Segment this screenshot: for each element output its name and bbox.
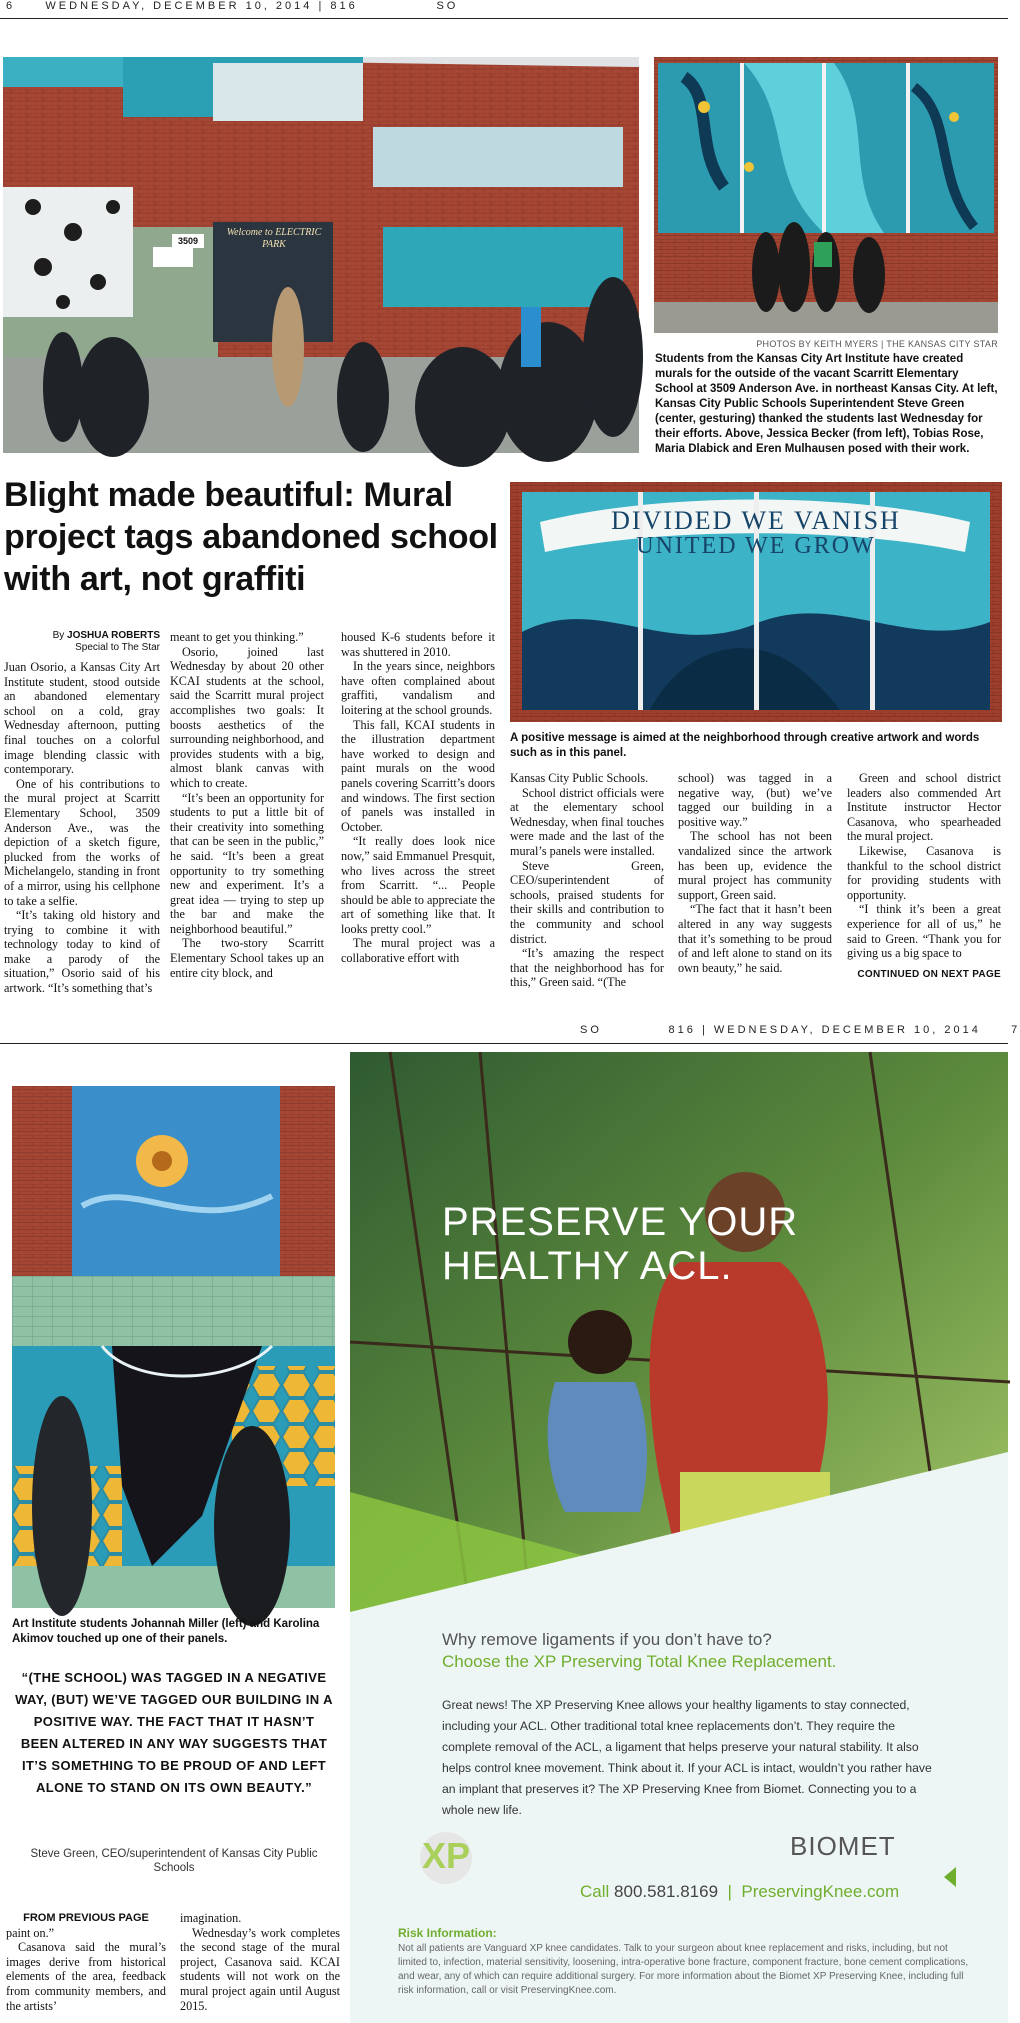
call-label: Call	[580, 1882, 610, 1901]
paragraph: housed K-6 students before it was shuttered in 2010.	[341, 630, 495, 659]
article-column-5	[678, 771, 832, 975]
paragraph: This fall, KCAI students in the illustration department have worked to design and paint murals on the wood panels covering Scarritt’s doors and windows. The first section of panels was installed in October.	[341, 717, 495, 834]
paragraph: Steve Green, CEO/superintendent of schools, praised students for their skills and contribution to the community and school district.	[510, 858, 664, 946]
page-folio-top	[6, 0, 458, 12]
from-previous-page-label: FROM PREVIOUS PAGE	[23, 1912, 149, 1924]
photo-school-building	[3, 57, 639, 453]
ad-headline-line2: HEALTHY ACL.	[442, 1244, 733, 1288]
separator: |	[727, 1882, 732, 1901]
article-column-4	[510, 771, 664, 990]
left-photo-caption: Art Institute students Johannah Miller (left) and Karolina Akimov touched up one of their panels.	[12, 1618, 320, 1645]
mural-text-line2: UNITED WE GROW	[636, 533, 876, 559]
article-column-2	[170, 630, 324, 980]
ad-body: Great news! The XP Preserving Knee allows your healthy ligaments to stay connected, including your ACL. Other traditional total knee replacements don’t. They require the complete removal of the ACL, a ligament that helps preserve your natural stability. It also helps control knee movement. Think about it. If your ACL is intact, wouldn’t you rather have an implant that preserves it? The XP Preserving Knee from Biomet. Connecting you to a whole new life.	[442, 1698, 932, 1817]
mural-caption: A positive message is aimed at the neighborhood through creative artwork and words such as in this panel.	[510, 732, 980, 759]
pull-quote-attribution: Steve Green, CEO/superintendent of Kansas City Public Schools	[30, 1848, 318, 1874]
paragraph: “It really does look nice now,” said Emmanuel Presquit, who lives across the street from Scarritt. “... People should be able to appreciate the art of something like that. It looks pretty cool.”	[341, 834, 495, 936]
photo-students-mural	[654, 57, 998, 333]
page-folio-bottom	[580, 1024, 1020, 1036]
paragraph: Green and school district leaders also commended Art Institute instructor Hector Casanova, who spearheaded the mural project.	[847, 771, 1001, 844]
website-link[interactable]: PreservingKnee.com	[741, 1882, 900, 1901]
header-rule	[0, 18, 1008, 19]
ad-headline-line1: PRESERVE YOUR	[442, 1200, 799, 1244]
paragraph: “It’s amazing the respect that the neighborhood has for this,” Green said. “(The	[510, 946, 664, 990]
paragraph: “The fact that it hasn’t been altered in any way suggests that it’s something to be proud of and left alone to stand on its own beauty,” he said.	[678, 902, 832, 975]
paragraph: Juan Osorio, a Kansas City Art Institute student, stood outside an abandoned elementary school on a cold, gray Wednesday afternoon, putting final touches on a colorful image blending classic with contemporary.	[4, 660, 160, 777]
article-column-6	[847, 771, 1001, 961]
headline: Blight made beautiful: Mural project tags abandoned school with art, not graffiti	[4, 476, 498, 598]
section-label: SO	[580, 1024, 602, 1036]
main-caption: Students from the Kansas City Art Institute have created murals for the outside of the vacant Scarritt Elementary School at 3509 Anderson Ave. in northeast Kansas City. At left, Kansas City Public Schools Superintendent Steve Green (center, gesturing) thanked the students last Wednesday for their efforts. Above, Jessica Becker (from left), Tobias Rose, Maria Dlabick and Eren Mulhausen posed with their work.	[655, 353, 998, 455]
paragraph: meant to get you thinking.”	[170, 630, 304, 644]
byline-prefix: By	[52, 630, 65, 641]
continuation-column-1	[6, 1911, 166, 2013]
paragraph: School district officials were at the elementary school Wednesday, when final touches were made and the last of the mural’s panels were installed.	[510, 785, 664, 858]
paragraph: The mural project was a collaborative effort with	[341, 936, 495, 966]
page-number: 7	[1011, 1024, 1020, 1036]
ad-headline	[442, 1200, 798, 1288]
paragraph: Wednesday’s work completes the second stage of the mural project, Casanova said. KCAI students will not work on the mural project again until August 2015.	[180, 1925, 340, 2013]
advertisement	[350, 1052, 1008, 2023]
ad-contact	[580, 1882, 899, 1902]
page-number: 6	[6, 0, 16, 12]
door-sign-text: Welcome to ELECTRIC PARK	[226, 227, 322, 250]
byline	[4, 630, 160, 654]
mural-text-line1: DIVIDED WE VANISH	[611, 506, 901, 535]
biomet-logo: BIOMET	[790, 1831, 896, 1861]
building-number-sign: 3509	[172, 234, 204, 248]
paragraph: imagination.	[180, 1911, 242, 1925]
paragraph: The school has not been vandalized since the artwork has been up, evidence the mural project has community support, Green said.	[678, 829, 832, 902]
paragraph: “It’s been an opportunity for students to put a little bit of their creativity into something that can be seen in the public,” he said. “It’s been a great opportunity to try something new and experiment. It’s a great idea — trying to step up the bar and make the neighborhood beautiful.”	[170, 790, 324, 936]
byline-name: JOSHUA ROBERTS	[67, 630, 160, 641]
paragraph: In the years since, neighbors have often complained about graffiti, vandalism and loitering at the school grounds.	[341, 659, 495, 717]
phone-number[interactable]: 800.581.8169	[614, 1882, 719, 1901]
paragraph: Casanova said the mural’s images derive from historical elements of the area, feedback from community members, and the artists’	[6, 1940, 166, 2013]
paragraph: paint on.”	[6, 1925, 55, 1940]
section-label: SO	[436, 0, 459, 12]
date-line: WEDNESDAY, DECEMBER 10, 2014 | 816	[45, 0, 358, 12]
pull-quote: “(THE SCHOOL) WAS TAGGED IN A NEGATIVE WAY, (BUT) WE’VE TAGGED OUR BUILDING IN A POSITIVE WAY. THE FACT THAT IT HASN’T BEEN ALTERED IN ANY WAY SUGGESTS THAT IT’S SOMETHING TO BE PROUD OF AND LEFT ALONE TO STAND ON ITS OWN BEAUTY.”	[15, 1670, 333, 1795]
paragraph: “I think it’s been a great experience for all of us,” he said to Green. “Thank you for giving us a big space to	[847, 902, 1001, 961]
photo-credit: PHOTOS BY KEITH MYERS | THE KANSAS CITY STAR	[756, 339, 998, 349]
photo-students-painting	[12, 1086, 335, 1608]
risk-heading: Risk Information:	[398, 1926, 497, 1940]
paragraph: Likewise, Casanova is thankful to the school district for providing students with opportunity.	[847, 843, 1001, 902]
continued-on-next-page: CONTINUED ON NEXT PAGE	[857, 969, 1001, 980]
paragraph: The two-story Scarritt Elementary School takes up an entire city block, and	[170, 936, 324, 980]
paragraph: school) was tagged in a negative way, (but) we’ve tagged our building in a positive way.”	[678, 771, 832, 829]
article-column-3	[341, 630, 495, 966]
paragraph: “It’s taking old history and trying to combine it with technology today to kind of make a parody of the situation,” Osorio said of his artwork. “It’s something that’s	[4, 908, 160, 996]
risk-text: Not all patients are Vanguard XP knee candidates. Talk to your surgeon about knee replacement and risks, including, but not limited to, infection, material sensitivity, loosening, intra-operative bone fracture, component fracture, bone cement complications, and wear, any of which can require additional surgery. For more information about the Biomet XP Preserving Knee, including full risk information, call or visit PreservingKnee.com.	[398, 1943, 969, 1996]
paragraph: Kansas City Public Schools.	[510, 771, 649, 785]
date-line: 816 | WEDNESDAY, DECEMBER 10, 2014	[668, 1024, 981, 1036]
header-rule	[0, 1043, 1008, 1044]
xp-logo: XP	[422, 1835, 471, 1876]
ad-subhead: Choose the XP Preserving Total Knee Replacement.	[442, 1652, 837, 1671]
paragraph: Osorio, joined last Wednesday by about 20 other KCAI students at the school, said the Scarritt mural project accomplishes two goals: It boosts aesthetics of the surrounding neighborhood, and provides students with a big, almost blank canvas with which to create.	[170, 644, 324, 790]
ad-question: Why remove ligaments if you don’t have to?	[442, 1630, 772, 1649]
paragraph: One of his contributions to the mural project at Scarritt Elementary School, 3509 Anderson Ave., was the depiction of a sketch figure, plucked from the works of Michelangelo, standing in front of a mirror, using his cellphone to take a selfie.	[4, 776, 160, 908]
photo-mural-slogan	[510, 482, 1002, 722]
article-column-1	[4, 630, 160, 996]
byline-role: Special to The Star	[75, 642, 160, 653]
continuation-column-2	[180, 1911, 340, 2013]
